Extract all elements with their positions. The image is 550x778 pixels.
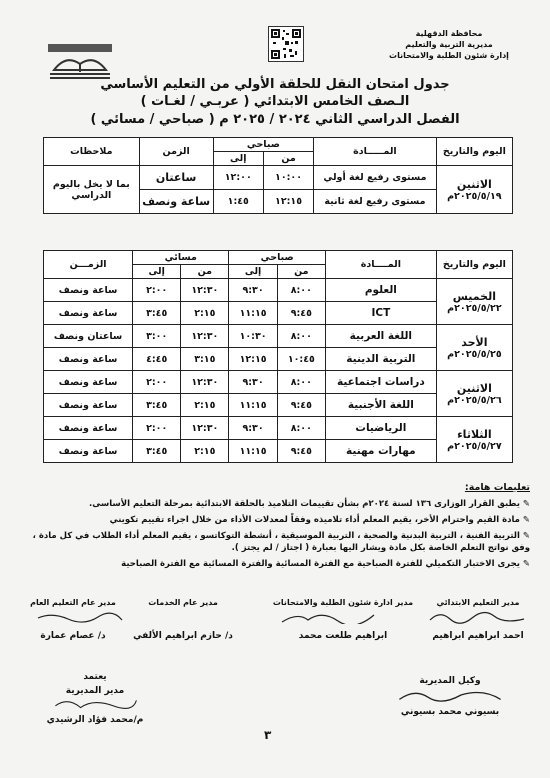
col-day-date: اليوم والتاريخ: [436, 251, 512, 279]
morning-to-cell: ١١:١٥: [229, 440, 277, 463]
day-cell: الثلاثاء ٢٠٢٥/٥/٢٧م: [436, 417, 512, 463]
instructions-heading: تعليمات هامة:: [464, 482, 530, 493]
qr-code-icon: [268, 26, 304, 62]
evening-from-cell: ٢:١٥: [181, 302, 229, 325]
evening-from-cell: ١٢:٣٠: [181, 417, 229, 440]
table-row: [44, 279, 513, 302]
evening-from-cell: ١٢:٣٠: [181, 371, 229, 394]
subject-cell: مهارات مهنية: [325, 440, 436, 463]
approval-label: يعتمد: [83, 672, 107, 682]
table-row: [44, 166, 513, 190]
subject-cell: الرياضيات: [325, 417, 436, 440]
exam-schedule-table: [43, 250, 513, 463]
table-row: [44, 417, 513, 440]
morning-from-cell: ٨:٠٠: [277, 417, 325, 440]
advanced-level-table: [43, 137, 513, 214]
col-to: إلى: [213, 152, 263, 166]
subject-cell: التربية الدينية: [325, 348, 436, 371]
to-cell: ١٢:٠٠: [213, 166, 263, 190]
morning-from-cell: ٩:٤٥: [277, 440, 325, 463]
duration-cell: ساعتان ونصف: [44, 325, 133, 348]
pencil-icon: ✎: [519, 499, 530, 509]
department: إدارة شئون الطلبة والامتحانات: [389, 51, 509, 60]
day-cell: الأحد ٢٠٢٥/٥/٢٥م: [436, 325, 512, 371]
evening-to-cell: ٣:٤٥: [133, 302, 181, 325]
signature-block: مدير ادارة شئون الطلبة والامتحانات ابراهيم طلعت محمد: [272, 598, 414, 641]
day-cell: الخميس ٢٠٢٥/٥/٢٢م: [436, 279, 512, 325]
signature-scribble-icon: [395, 686, 505, 704]
morning-from-cell: ٨:٠٠: [277, 371, 325, 394]
subject-cell: اللغة العربية: [325, 325, 436, 348]
notes-cell: بما لا يخل باليوم الدراسي: [44, 166, 140, 214]
subject-cell: اللغة الأجنبية: [325, 394, 436, 417]
subject-cell: مستوى رفيع لغة أولي: [314, 166, 437, 190]
col-morning: صباحي: [213, 138, 314, 152]
duration-cell: ساعة ونصف: [44, 371, 133, 394]
duration-cell: ساعتان: [139, 166, 213, 190]
duration-cell: ساعة ونصف: [139, 190, 213, 214]
term-title: الفصل الدراسي الثاني ٢٠٢٤ / ٢٠٢٥ م ( صباحي / مسائي ): [90, 112, 460, 127]
morning-from-cell: ١٠:٤٥: [277, 348, 325, 371]
duration-cell: ساعة ونصف: [44, 302, 133, 325]
approval-name: م/محمد فؤاد الرشيدي: [46, 715, 144, 725]
deputy-name: بسيوني محمد بسيوني: [400, 707, 500, 717]
governorate: محافظة الدقهلية: [415, 29, 483, 38]
approval-role: مدير المديرية: [65, 686, 125, 696]
evening-to-cell: ٢:٠٠: [133, 417, 181, 440]
pencil-icon: ✎: [519, 515, 530, 525]
morning-to-cell: ٩:٣٠: [229, 279, 277, 302]
duration-cell: ساعة ونصف: [44, 348, 133, 371]
evening-from-cell: ١٢:٣٠: [181, 279, 229, 302]
grade-title: الـصف الخامس الابتدائي ( عربـي / لغـات ): [140, 94, 410, 109]
evening-to-cell: ٢:٠٠: [133, 371, 181, 394]
signature-scribble-icon: [428, 610, 528, 624]
duration-cell: ساعة ونصف: [44, 417, 133, 440]
pencil-icon: ✎: [519, 531, 530, 541]
from-cell: ١٢:١٥: [263, 190, 313, 214]
col-morning: صباحي: [229, 251, 326, 265]
instruction-item: ✎ مادة القيم واحترام الأخر، يقيم المعلم أداء تلاميذه وفقاً لمعدلات الأداء من خلال اجراء تقييم تكويني: [109, 515, 530, 525]
table-row: [44, 325, 513, 348]
signature-block: مدير عام التعليم العام د/ عصام عمارة: [18, 598, 128, 641]
issuer-header: [374, 28, 524, 61]
morning-from-cell: ٨:٠٠: [277, 279, 325, 302]
col-duration: الزمـــن: [44, 251, 133, 279]
evening-to-cell: ٣:٠٠: [133, 325, 181, 348]
page-number: ٣: [264, 728, 272, 742]
morning-from-cell: ٨:٠٠: [277, 325, 325, 348]
col-morning-to: إلى: [229, 265, 277, 279]
subject-cell: دراسات اجتماعية: [325, 371, 436, 394]
evening-from-cell: ٢:١٥: [181, 394, 229, 417]
signature-block: مدير التعليم الابتدائي احمد ابراهيم ابراهيم: [418, 598, 538, 641]
col-evening-to: إلى: [133, 265, 181, 279]
morning-to-cell: ١٢:١٥: [229, 348, 277, 371]
duration-cell: ساعة ونصف: [44, 440, 133, 463]
col-evening-from: من: [181, 265, 229, 279]
evening-from-cell: ٣:١٥: [181, 348, 229, 371]
evening-to-cell: ٢:٠٠: [133, 279, 181, 302]
col-duration: الزمن: [139, 138, 213, 166]
document-titles: [40, 76, 510, 129]
subject-cell: العلوم: [325, 279, 436, 302]
deputy-block: [380, 676, 520, 717]
duration-cell: ساعة ونصف: [44, 394, 133, 417]
instructions: [20, 482, 530, 574]
day-cell: الاثنين ٢٠٢٥/٥/٢٦م: [436, 371, 512, 417]
morning-to-cell: ٩:٣٠: [229, 371, 277, 394]
exam-title: جدول امتحان النقل للحلقة الأولي من التعليم الأساسي: [100, 77, 450, 92]
evening-to-cell: ٣:٤٥: [133, 394, 181, 417]
pencil-icon: ✎: [519, 559, 530, 569]
signature-scribble-icon: [28, 610, 128, 624]
signature-scribble-icon: [278, 610, 378, 624]
col-evening: مسائي: [133, 251, 229, 265]
signature-block: مدير عام الخدمات د/ حازم ابراهيم الألفي: [133, 598, 233, 641]
deputy-role: وكيل المديرية: [419, 676, 481, 686]
approval-block: [40, 672, 150, 725]
morning-to-cell: ١١:١٥: [229, 302, 277, 325]
instruction-item: ✎ يطبق القرار الوزارى ١٣٦ لسنة ٢٠٢٤م بشأن تقييمات التلاميذ بالحلقة الابتدائية بمرحلة التعليم الأساسى.: [89, 499, 530, 509]
col-subject: المــــادة: [325, 251, 436, 279]
subject-cell: ICT: [325, 302, 436, 325]
morning-from-cell: ٩:٤٥: [277, 302, 325, 325]
col-day-date: اليوم والتاريخ: [436, 138, 512, 166]
directorate: مديرية التربية والتعليم: [405, 40, 493, 49]
instruction-item: ✎ يجرى الاختبار التكميلي للفترة الصباحية مع الفترة المسائية والفترة المسائية مع الفترة الصباحية: [121, 559, 530, 569]
morning-to-cell: ١٠:٣٠: [229, 325, 277, 348]
col-subject: المـــــادة: [314, 138, 437, 166]
duration-cell: ساعة ونصف: [44, 279, 133, 302]
evening-from-cell: ١٢:٣٠: [181, 325, 229, 348]
signatures-row: [18, 598, 538, 641]
morning-from-cell: ٩:٤٥: [277, 394, 325, 417]
to-cell: ١:٤٥: [213, 190, 263, 214]
col-from: من: [263, 152, 313, 166]
morning-to-cell: ١١:١٥: [229, 394, 277, 417]
col-morning-from: من: [277, 265, 325, 279]
day-cell: الاثنين ٢٠٢٥/٥/١٩م: [436, 166, 512, 214]
table-row: [44, 371, 513, 394]
from-cell: ١٠:٠٠: [263, 166, 313, 190]
instruction-item: ✎ التربية الفنية ، التربية البدنية والصحية ، التربية الموسيقية ، أنشطة التوكاتسو ، يقيم المعلم أداء الطلاب في كل مادة ، وفق نواتج التعلم الخاصة بكل مادة ويشار اليها بعبارة ( اجتاز / لم يجتز ).: [32, 531, 530, 553]
subject-cell: مستوى رفيع لغة ثانية: [314, 190, 437, 214]
evening-to-cell: ٣:٤٥: [133, 440, 181, 463]
signature-scribble-icon: [50, 696, 140, 712]
morning-to-cell: ٩:٣٠: [229, 417, 277, 440]
directorate-logo-icon: [40, 40, 120, 80]
evening-to-cell: ٤:٤٥: [133, 348, 181, 371]
evening-from-cell: ٢:١٥: [181, 440, 229, 463]
col-notes: ملاحظات: [44, 138, 140, 166]
